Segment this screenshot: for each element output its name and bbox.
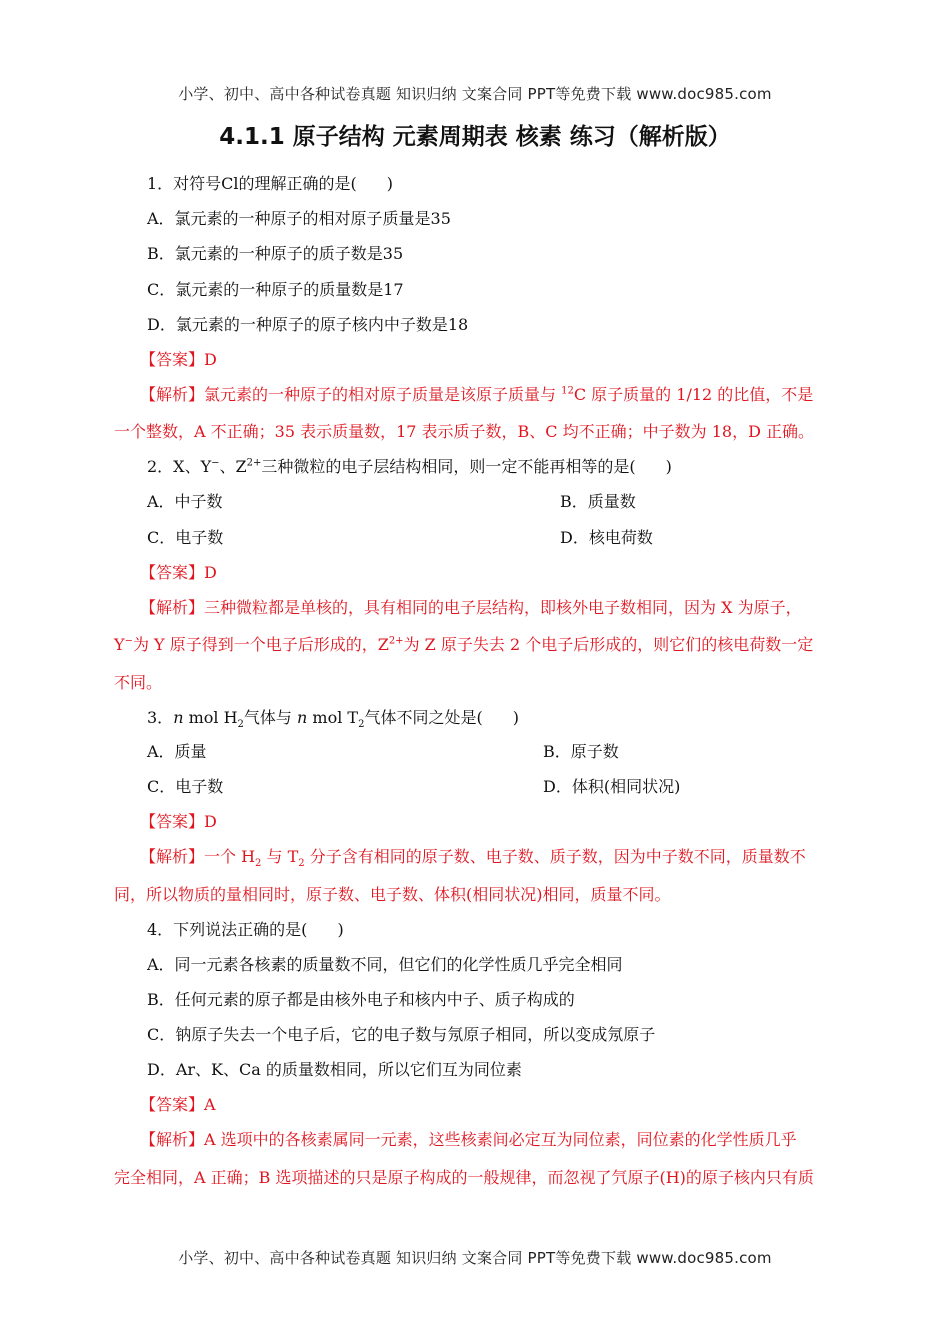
- q2-stem-b: 、Z: [219, 457, 247, 476]
- q2-exp-sup2: 2+: [388, 635, 404, 647]
- q3-stem: [147, 708, 519, 731]
- q1-option-a: A．氯元素的一种原子的相对原子质量是35: [147, 209, 451, 228]
- q2-stem-sup2: 2+: [246, 457, 262, 469]
- q3-exp-a: 【解析】一个 H: [140, 847, 256, 866]
- q1-exp-text-b: C 原子质量的 1/12 的比值，不是: [573, 385, 814, 404]
- q3-stem-num: 3．: [147, 708, 174, 727]
- q3-answer: 【答案】D: [140, 812, 217, 831]
- q3-stem-n1: n: [173, 708, 184, 727]
- q3-option-c: C．电子数: [147, 777, 224, 796]
- q2-option-a: A．中子数: [147, 492, 223, 511]
- q2-explanation-line1: 【解析】三种微粒都是单核的，具有相同的电子层结构，即核外电子数相同，因为 X 为原子，: [140, 598, 802, 617]
- q2-stem-sup1: −: [211, 457, 220, 469]
- q2-answer: 【答案】D: [140, 563, 217, 582]
- q2-option-c: C．电子数: [147, 528, 224, 547]
- q1-option-b: B．氯元素的一种原子的质子数是35: [147, 244, 404, 263]
- q2-stem-a: 2．X、Y: [147, 457, 212, 476]
- q3-stem-b: 气体与: [243, 708, 298, 727]
- q3-stem-sub2: 2: [358, 719, 365, 731]
- footer-banner: 小学、初中、高中各种试卷真题 知识归纳 文案合同 PPT等免费下载 www.doc985.com: [178, 1249, 772, 1267]
- q3-stem-n2: n: [297, 708, 308, 727]
- q3-exp-b: 与 T: [261, 847, 299, 866]
- q4-answer: 【答案】A: [140, 1095, 216, 1114]
- q2-explanation-line2: [114, 635, 813, 655]
- q3-stem-c: mol T: [307, 708, 359, 727]
- q1-stem-end: ): [386, 174, 394, 193]
- q4-option-d: D．Ar、K、Ca 的质量数相同，所以它们互为同位素: [147, 1060, 522, 1079]
- q3-exp-c: 分子含有相同的原子数、电子数、质子数，因为中子数不同，质量数不: [304, 847, 806, 866]
- q1-explanation-line1: [140, 385, 813, 405]
- q3-explanation-line2: 同，所以物质的量相同时，原子数、电子数、体积(相同状况)相同，质量不同。: [114, 885, 671, 904]
- q2-exp-a: Y: [114, 635, 125, 654]
- q1-stem-text: 1．对符号Cl的理解正确的是(: [147, 174, 357, 193]
- header-banner: 小学、初中、高中各种试卷真题 知识归纳 文案合同 PPT等免费下载 www.doc985.com: [178, 85, 772, 103]
- page-title: 4.1.1 原子结构 元素周期表 核素 练习（解析版）: [219, 124, 731, 150]
- q3-exp-sub1: 2: [255, 858, 262, 870]
- q1-exp-text-a: 【解析】氯元素的一种原子的相对原子质量是该原子质量与: [140, 385, 557, 404]
- q3-stem-d: 气体不同之处是(: [364, 708, 483, 727]
- q2-option-b: B．质量数: [560, 492, 636, 511]
- q2-option-d: D．核电荷数: [560, 528, 653, 547]
- q3-stem-end: ): [512, 708, 519, 727]
- q1-option-c: C．氯元素的一种原子的质量数是17: [147, 280, 404, 299]
- q1-option-d: D．氯元素的一种原子的原子核内中子数是18: [147, 315, 469, 334]
- q4-explanation-line2: 完全相同，A 正确；B 选项描述的只是原子构成的一般规律，而忽视了氕原子(H)的原子核内只有质: [114, 1168, 814, 1187]
- q2-exp-b: 为 Y 原子得到一个电子后形成的，Z: [132, 635, 389, 654]
- q4-option-b: B．任何元素的原子都是由核外电子和核内中子、质子构成的: [147, 990, 575, 1009]
- q1-explanation-line2: 一个整数，A 不正确；35 表示质量数，17 表示质子数，B、C 均不正确；中子数为 18，D 正确。: [114, 422, 814, 441]
- q3-option-b: B．原子数: [543, 742, 619, 761]
- q4-option-c: C．钠原子失去一个电子后，它的电子数与氖原子相同，所以变成氖原子: [147, 1025, 656, 1044]
- q1-stem: [147, 174, 393, 194]
- q1-exp-sup: 12: [561, 385, 574, 397]
- q1-answer: 【答案】D: [140, 350, 217, 369]
- q4-stem: [147, 920, 344, 940]
- q3-option-d: D．体积(相同状况): [543, 777, 681, 796]
- q4-explanation-line1: 【解析】A 选项中的各核素属同一元素，这些核素间必定互为同位素，同位素的化学性质几乎: [140, 1130, 797, 1149]
- q2-exp-c: 为 Z 原子失去 2 个电子后形成的，则它们的核电荷数一定: [403, 635, 814, 654]
- q2-stem-c: 三种微粒的电子层结构相同，则一定不能再相等的是(: [261, 457, 636, 476]
- q4-stem-end: ): [337, 920, 344, 939]
- q2-explanation-line3: 不同。: [114, 673, 163, 692]
- q4-stem-text: 4．下列说法正确的是(: [147, 920, 308, 939]
- q2-stem-end: ): [665, 457, 672, 476]
- q2-stem: [147, 457, 672, 477]
- q3-stem-sub1: 2: [237, 719, 244, 731]
- q3-stem-a: mol H: [183, 708, 238, 727]
- q4-option-a: A．同一元素各核素的质量数不同，但它们的化学性质几乎完全相同: [147, 955, 623, 974]
- q3-option-a: A．质量: [147, 742, 207, 761]
- q3-exp-sub2: 2: [298, 858, 305, 870]
- q3-explanation-line1: [140, 847, 806, 870]
- q2-exp-sup1: −: [124, 635, 133, 647]
